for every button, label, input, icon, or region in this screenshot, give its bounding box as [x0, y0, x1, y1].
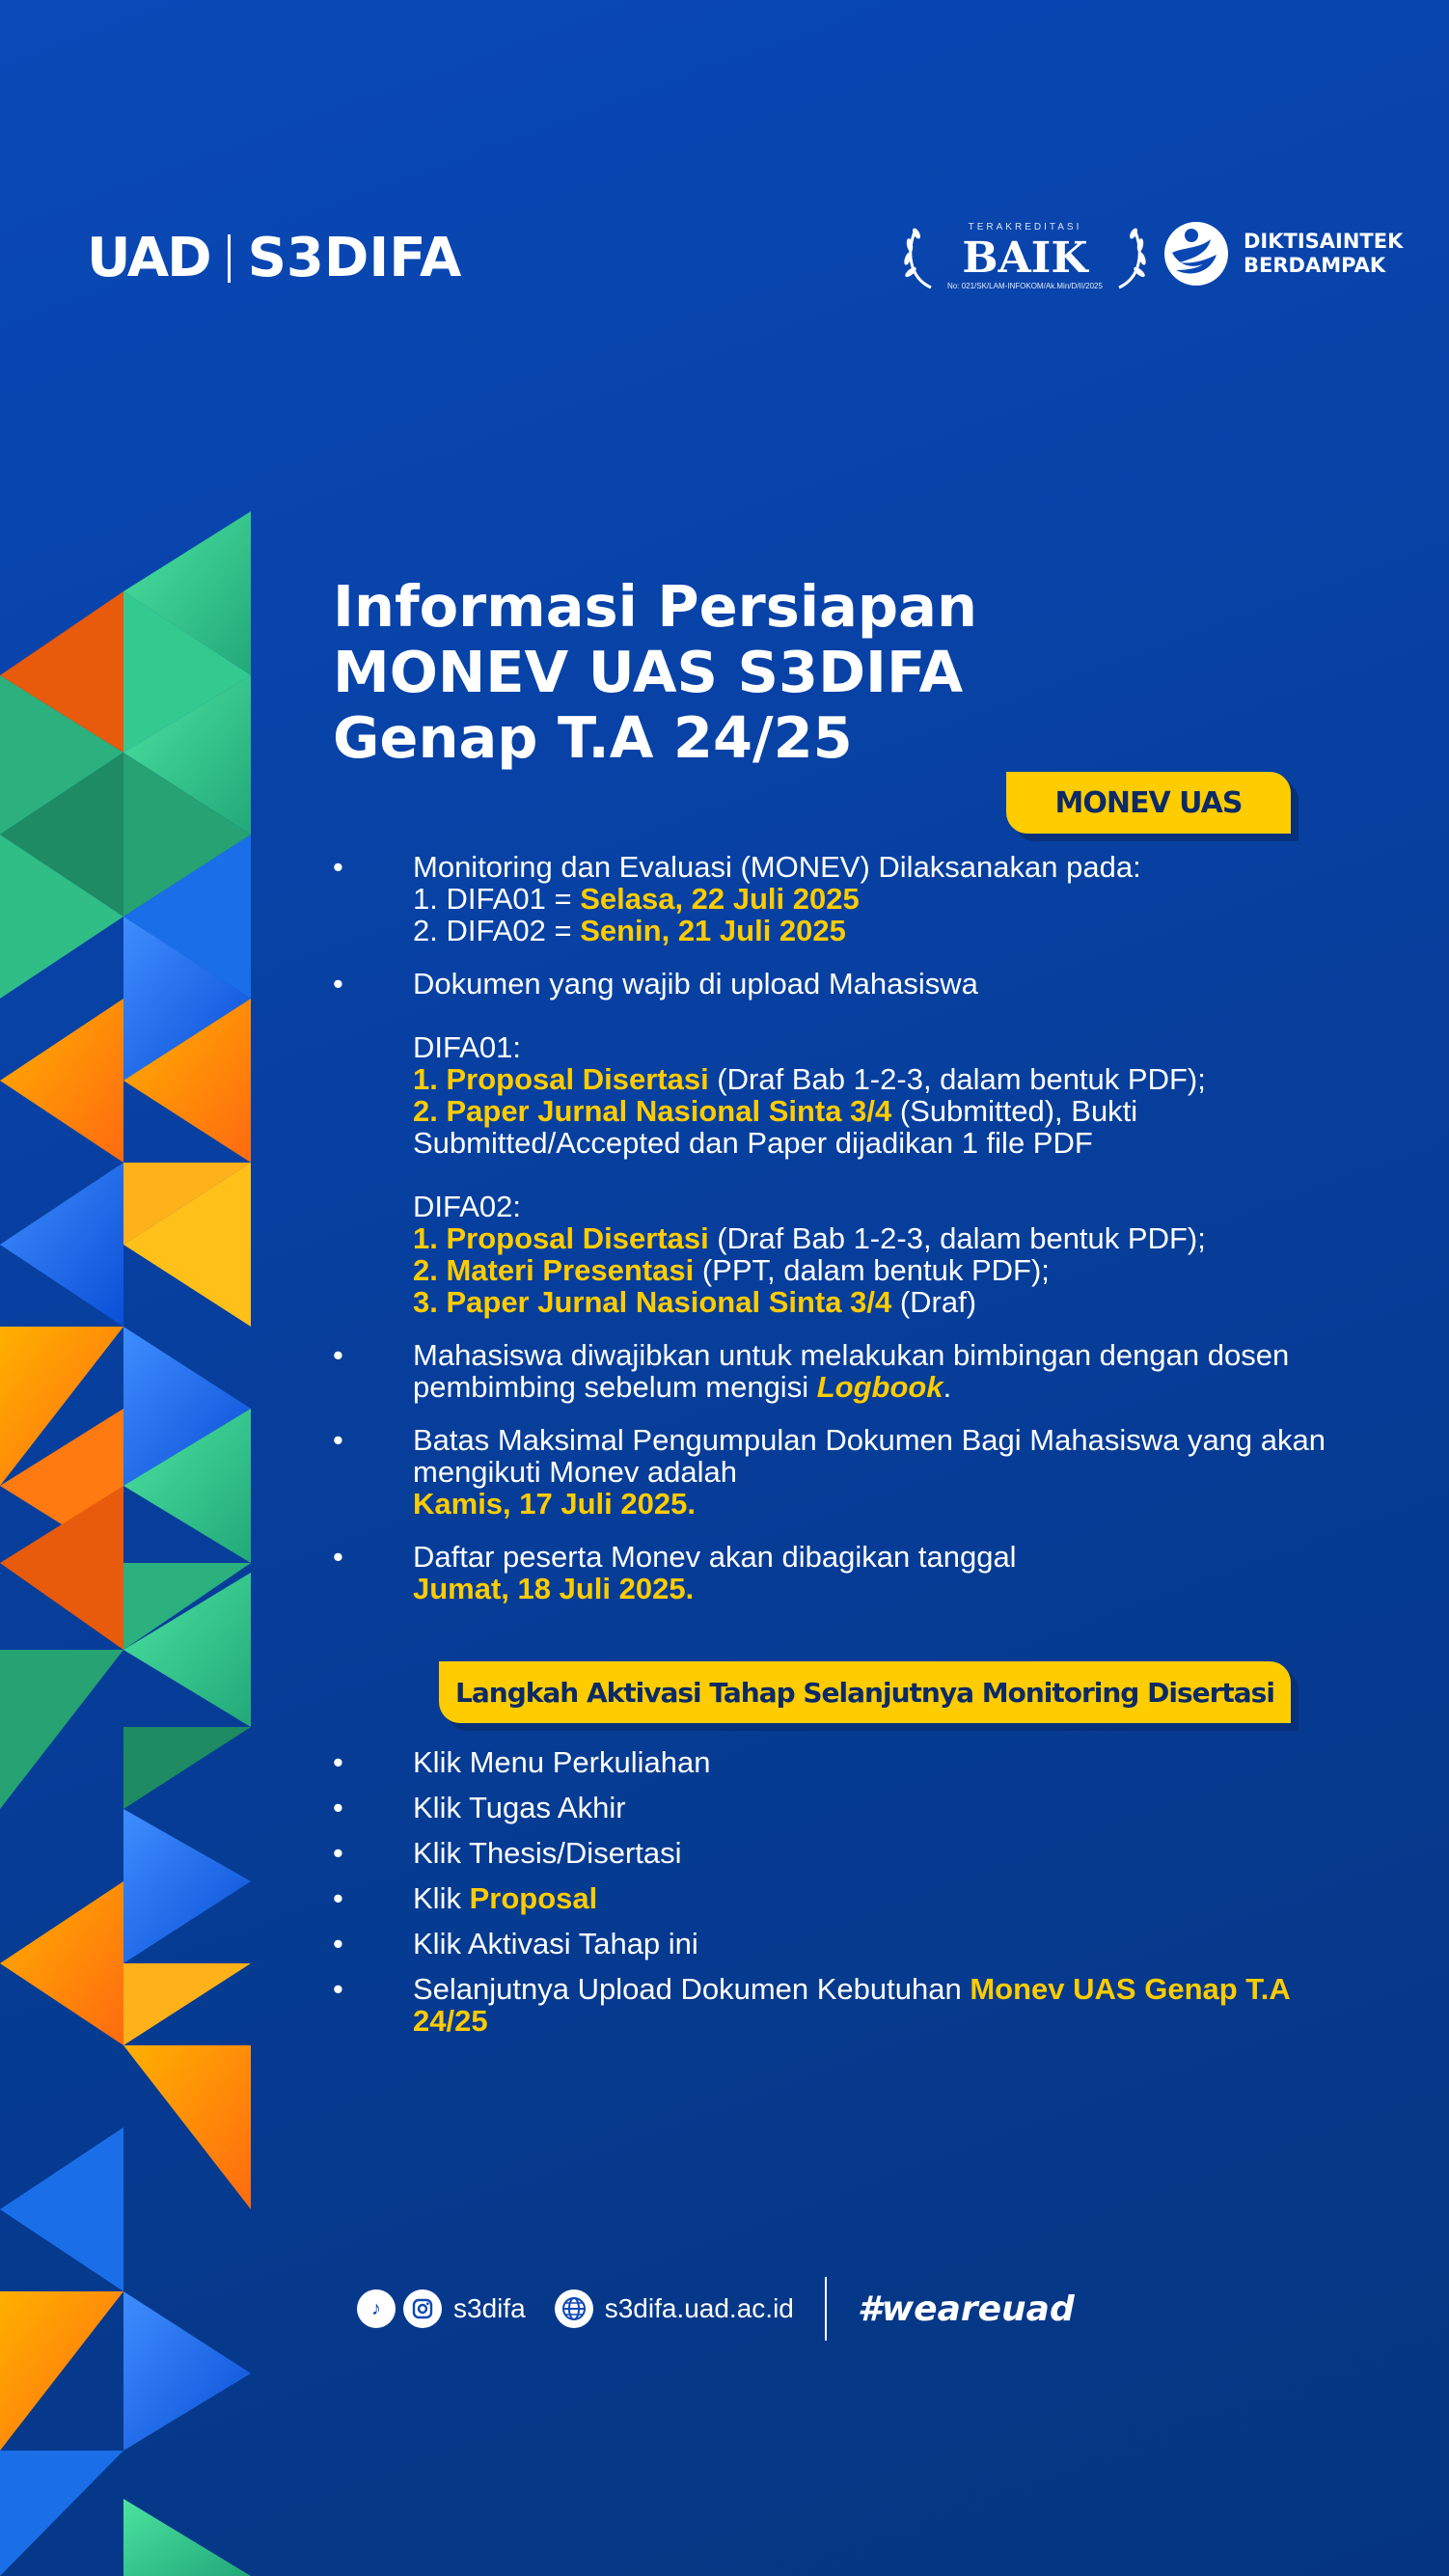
- guidance-end: .: [943, 1370, 952, 1404]
- title-line-1: Informasi Persiapan: [333, 573, 977, 640]
- diktisaintek-logo: [1162, 220, 1403, 288]
- title-line-2: MONEV UAS S3DIFA: [333, 639, 964, 705]
- title-line-3: Genap T.A 24/25: [333, 704, 853, 771]
- upload-step-highlight: Monev UAS Genap T.A 24/25: [413, 1972, 1290, 2038]
- difa02-doc-2-detail: (PPT, dalam bentuk PDF);: [694, 1253, 1050, 1287]
- footer: [357, 2272, 1075, 2345]
- difa02-doc-3: 3. Paper Jurnal Nasional Sinta 3/4: [413, 1285, 892, 1319]
- uad-s3difa-logo: [87, 227, 461, 289]
- schedule-intro: • Monitoring dan Evaluasi (MONEV) Dilaksanakan pada:: [413, 850, 1141, 884]
- program-logo-text: S3DIFA: [247, 227, 462, 289]
- decorative-triangle-pattern: [0, 511, 251, 2576]
- step-item: • Klik Menu Perkuliahan: [333, 1746, 1326, 1778]
- list-item: [333, 851, 1326, 946]
- social-handle[interactable]: s3difa: [453, 2293, 526, 2323]
- difa02-doc-1-detail: (Draf Bab 1-2-3, dalam bentuk PDF);: [708, 1221, 1206, 1255]
- uad-logo-text: UAD: [87, 227, 210, 289]
- difa01-doc-2-detail: (Submitted), Bukti Submitted/Accepted dan Paper dijadikan 1 file PDF: [413, 1094, 1138, 1160]
- deadline-date: Kamis, 17 Juli 2025.: [413, 1487, 696, 1521]
- accreditation-badge: [902, 220, 1148, 297]
- accreditation-decree: No: 021/SK/LAM-INFOKOM/Ak.Min/D/II/2025: [947, 282, 1103, 290]
- monev-info-list: [333, 851, 1326, 1626]
- globe-icon: [555, 2289, 593, 2328]
- tiktok-icon[interactable]: ♪: [357, 2289, 396, 2328]
- dikti-line1: DIKTISAINTEK: [1244, 230, 1404, 253]
- difa02-doc-2: 2. Materi Presentasi: [413, 1253, 695, 1287]
- accreditation-grade: BAIK: [962, 233, 1088, 283]
- accreditation-top-text: TERAKREDITASI: [968, 222, 1082, 233]
- step-item: [333, 1973, 1326, 2037]
- difa01-doc-1-detail: (Draf Bab 1-2-3, dalam bentuk PDF);: [708, 1062, 1206, 1096]
- step-item: • Klik Tugas Akhir: [333, 1792, 1326, 1823]
- difa01-label: DIFA01:: [413, 1030, 521, 1064]
- diktisaintek-icon: [1162, 220, 1230, 288]
- step-item: • Klik Thesis/Disertasi: [333, 1837, 1326, 1869]
- list-item: [333, 1541, 1326, 1604]
- instagram-icon[interactable]: [403, 2289, 442, 2328]
- participants-text: • Daftar peserta Monev akan dibagikan tanggal: [413, 1540, 1017, 1574]
- list-item: [333, 968, 1326, 1318]
- page-title: [333, 574, 1201, 771]
- difa02-doc-1: 1. Proposal Disertasi: [413, 1221, 709, 1255]
- difa02-date: Senin, 21 Juli 2025: [580, 914, 846, 947]
- website-link[interactable]: s3difa.uad.ac.id: [604, 2293, 794, 2323]
- logo-divider: [228, 234, 231, 283]
- step-item: • Klik Aktivasi Tahap ini: [333, 1928, 1326, 1959]
- dikti-line2: BERDAMPAK: [1244, 254, 1386, 277]
- deadline-text: • Batas Maksimal Pengumpulan Dokumen Bagi Mahasiswa yang akan mengikuti Monev adalah: [413, 1423, 1326, 1489]
- difa01-date: Selasa, 22 Juli 2025: [580, 882, 860, 916]
- activation-steps-label: Langkah Aktivasi Tahap Selanjutnya Monitoring Disertasi: [439, 1661, 1291, 1723]
- difa02-prefix: 2. DIFA02 =: [413, 914, 581, 947]
- step-item: [333, 1882, 1326, 1914]
- participants-date: Jumat, 18 Juli 2025.: [413, 1572, 695, 1605]
- footer-divider: [825, 2277, 827, 2341]
- upload-step-text: Selanjutnya Upload Dokumen Kebutuhan: [413, 1972, 971, 2006]
- difa02-doc-3-detail: (Draf): [891, 1285, 977, 1319]
- proposal-highlight: Proposal: [469, 1881, 598, 1915]
- activation-steps-list: [333, 1746, 1326, 2050]
- difa01-prefix: 1. DIFA01 =: [413, 882, 581, 916]
- guidance-text: Mahasiswa diwajibkan untuk melakukan bimbingan dengan dosen pembimbing sebelum mengisi: [413, 1338, 1290, 1404]
- list-item: [333, 1424, 1326, 1520]
- difa01-doc-2: 2. Paper Jurnal Nasional Sinta 3/4: [413, 1094, 892, 1128]
- documents-intro: • Dokumen yang wajib di upload Mahasiswa: [413, 967, 978, 1000]
- monev-uas-label: MONEV UAS: [1006, 772, 1291, 834]
- hashtag: #weareuad: [857, 2288, 1075, 2329]
- step-prefix: Klik: [413, 1881, 470, 1915]
- logbook-highlight: Logbook: [816, 1370, 943, 1404]
- difa01-doc-1: 1. Proposal Disertasi: [413, 1062, 709, 1096]
- difa02-label: DIFA02:: [413, 1190, 521, 1223]
- list-item: [333, 1339, 1326, 1403]
